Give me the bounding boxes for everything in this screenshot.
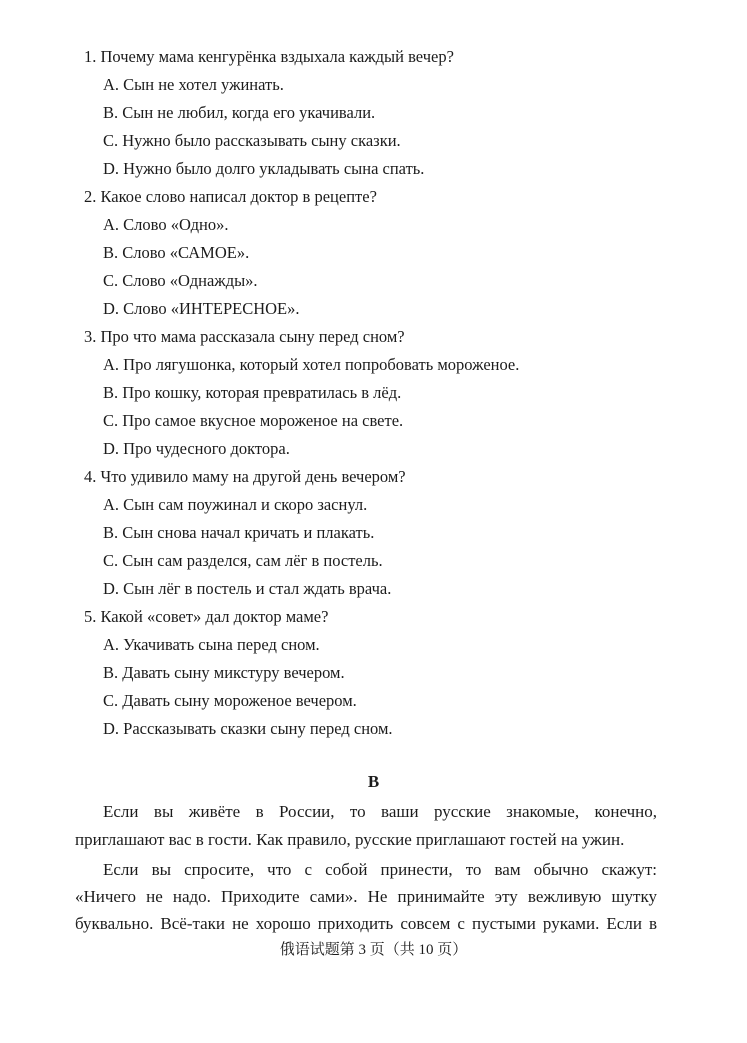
question-2-option-b: B. Слово «САМОЕ». — [103, 243, 250, 262]
question-5: 5. Какой «совет» дал доктор маме? — [84, 607, 329, 626]
paragraph-2-line-3: буквально. Всё-таки не хорошо приходить совсем с пустыми руками. Если в — [75, 914, 657, 933]
paragraph-1-line-1: Если вы живёте в России, то ваши русские знакомые, конечно, — [103, 802, 657, 821]
question-3: 3. Про что мама рассказала сыну перед сном? — [84, 327, 405, 346]
section-heading: B — [367, 772, 380, 791]
question-4-option-b: B. Сын снова начал кричать и плакать. — [103, 523, 375, 542]
question-4-option-d: D. Сын лёг в постель и стал ждать врача. — [103, 579, 392, 598]
question-1-option-a: A. Сын не хотел ужинать. — [103, 75, 284, 94]
question-5-option-a: A. Укачивать сына перед сном. — [103, 635, 320, 654]
question-4-option-c: C. Сын сам разделся, сам лёг в постель. — [103, 551, 383, 570]
question-2-option-c: C. Слово «Однажды». — [103, 271, 258, 290]
question-5-option-c: C. Давать сыну мороженое вечером. — [103, 691, 357, 710]
question-3-option-b: B. Про кошку, которая превратилась в лёд. — [103, 383, 402, 402]
question-5-option-d: D. Рассказывать сказки сыну перед сном. — [103, 719, 393, 738]
page-footer: 俄语试题第 3 页（共 10 页） — [279, 942, 468, 958]
question-5-option-b: B. Давать сыну микстуру вечером. — [103, 663, 345, 682]
question-1: 1. Почему мама кенгурёнка вздыхала каждый вечер? — [84, 47, 454, 66]
question-1-option-d: D. Нужно было долго укладывать сына спать. — [103, 159, 425, 178]
question-2-option-d: D. Слово «ИНТЕРЕСНОЕ». — [103, 299, 300, 318]
question-2: 2. Какое слово написал доктор в рецепте? — [84, 187, 377, 206]
question-3-option-a: A. Про лягушонка, который хотел попробовать мороженое. — [103, 355, 520, 374]
paragraph-1-line-2: приглашают вас в гости. Как правило, русские приглашают гостей на ужин. — [75, 830, 625, 849]
question-1-option-b: B. Сын не любил, когда его укачивали. — [103, 103, 376, 122]
question-1-option-c: C. Нужно было рассказывать сыну сказки. — [103, 131, 401, 150]
question-3-option-d: D. Про чудесного доктора. — [103, 439, 290, 458]
question-3-option-c: C. Про самое вкусное мороженое на свете. — [103, 411, 404, 430]
question-2-option-a: A. Слово «Одно». — [103, 215, 229, 234]
paragraph-2-line-2: «Ничего не надо. Приходите сами». Не принимайте эту вежливую шутку — [75, 887, 657, 906]
question-4: 4. Что удивило маму на другой день вечером? — [84, 467, 406, 486]
question-4-option-a: A. Сын сам поужинал и скоро заснул. — [103, 495, 368, 514]
paragraph-2-line-1: Если вы спросите, что с собой принести, то вам обычно скажут: — [103, 860, 657, 879]
